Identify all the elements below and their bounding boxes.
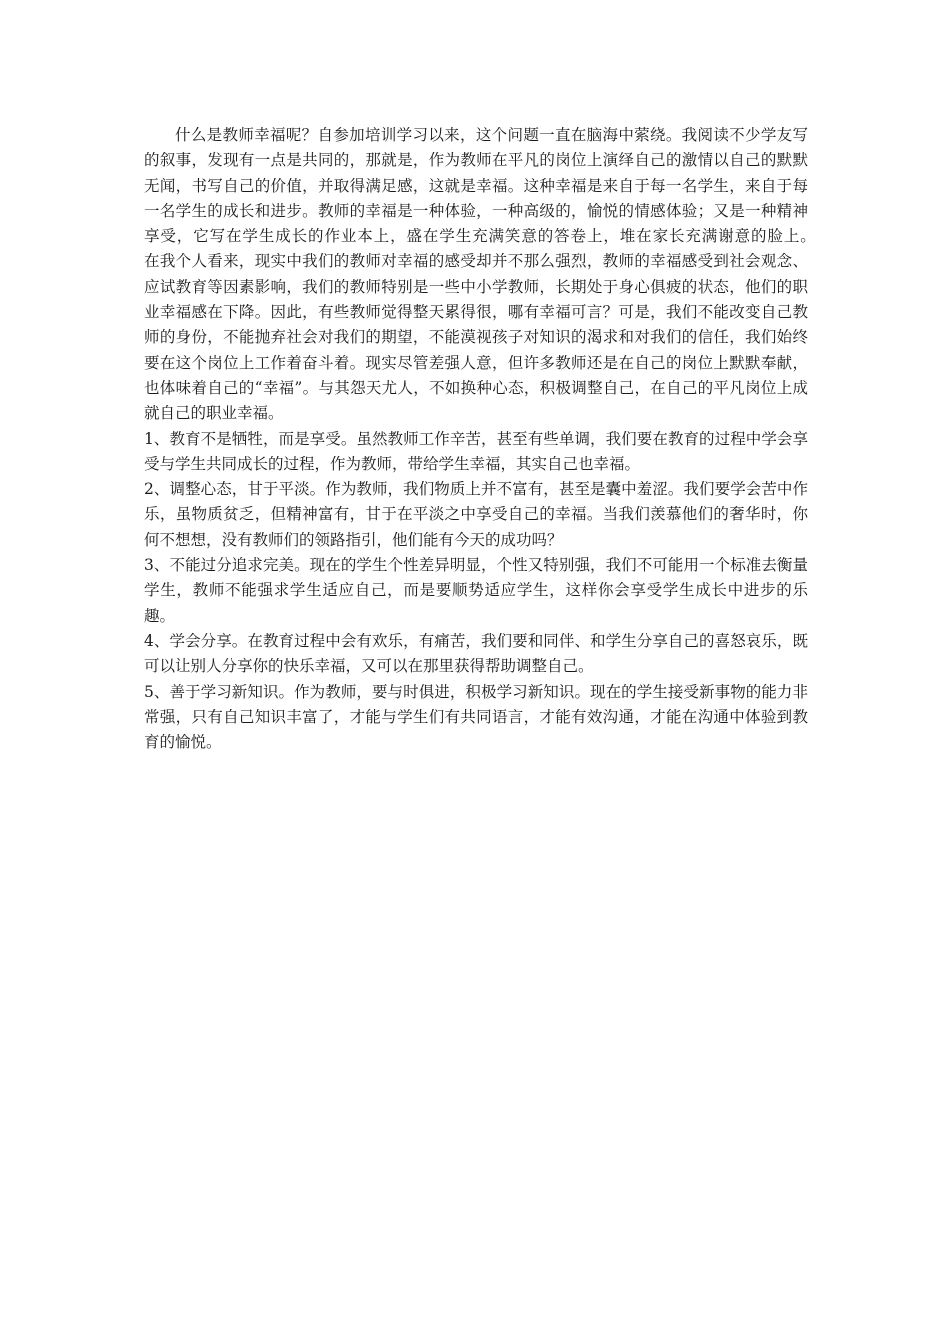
intro-paragraph: 什么是教师幸福呢？自参加培训学习以来，这个问题一直在脑海中萦绕。我阅读不少学友写的叙事，发现有一点是共同的，那就是，作为教师在平凡的岗位上演绎自己的激情以自己的默默无闻，书写自己的价值，并取得满足感，这就是幸福。这种幸福是来自于每一名学生，来自于每一名学生的成长和进步。教师的幸福是一种体验，一种高级的，愉悦的情感体验；又是一种精神享受，它写在学生成长的作业本上，盛在学生充满笑意的答卷上，堆在家长充满谢意的脸上。 在我个人看来，现实中我们的教师对幸福的感受却并不那么强烈，教师的幸福感受到社会观念、应试教育等因素影响，我们的教师特别是一些中小学教师，长期处于身心俱疲的状态，他们的职业幸福感在下降。因此，有些教师觉得整天累得很，哪有幸福可言？可是，我们不能改变自己教师的身份，不能抛弃社会对我们的期望，不能漠视孩子对知识的渴求和对我们的信任，我们始终要在这个岗位上工作着奋斗着。现实尽管差强人意，但许多教师还是在自己的岗位上默默奉献，也体味着自己的“幸福”。与其怨天尤人，不如换种心态，积极调整自己，在自己的平凡岗位上成就自己的职业幸福。: [144, 126, 840, 423]
point-paragraph-1: 1、教育不是牺牲，而是享受。虽然教师工作辛苦，甚至有些单调，我们要在教育的过程中学会享受与学生共同成长的过程，作为教师，带给学生幸福，其实自己也幸福。: [144, 429, 808, 473]
point-paragraph-4: 4、学会分享。在教育过程中会有欢乐，有痛苦，我们要和同伴、和学生分享自己的喜怒哀乐，既可以让别人分享你的快乐幸福，又可以在那里获得帮助调整自己。: [144, 631, 808, 676]
document-body: [144, 123, 840, 755]
point-paragraph-3: 3、不能过分追求完美。现在的学生个性差异明显，个性又特别强，我们不可能用一个标准去衡量学生，教师不能强求学生适应自己，而是要顺势适应学生，这样你会享受学生成长中进步的乐趣。: [144, 556, 808, 625]
point-paragraph-5: 5、善于学习新知识。作为教师，要与时俱进，积极学习新知识。现在的学生接受新事物的能力非常强，只有自己知识丰富了，才能与学生们有共同语言，才能有效沟通，才能在沟通中体验到教育的愉悦。: [144, 682, 808, 752]
point-paragraph-2: 2、调整心态，甘于平淡。作为教师，我们物质上并不富有，甚至是囊中羞涩。我们要学会苦中作乐，虽物质贫乏，但精神富有，甘于在平淡之中享受自己的幸福。当我们羡慕他们的奢华时，你何不想想，没有教师们的领路指引，他们能有今天的成功吗？: [144, 480, 808, 549]
